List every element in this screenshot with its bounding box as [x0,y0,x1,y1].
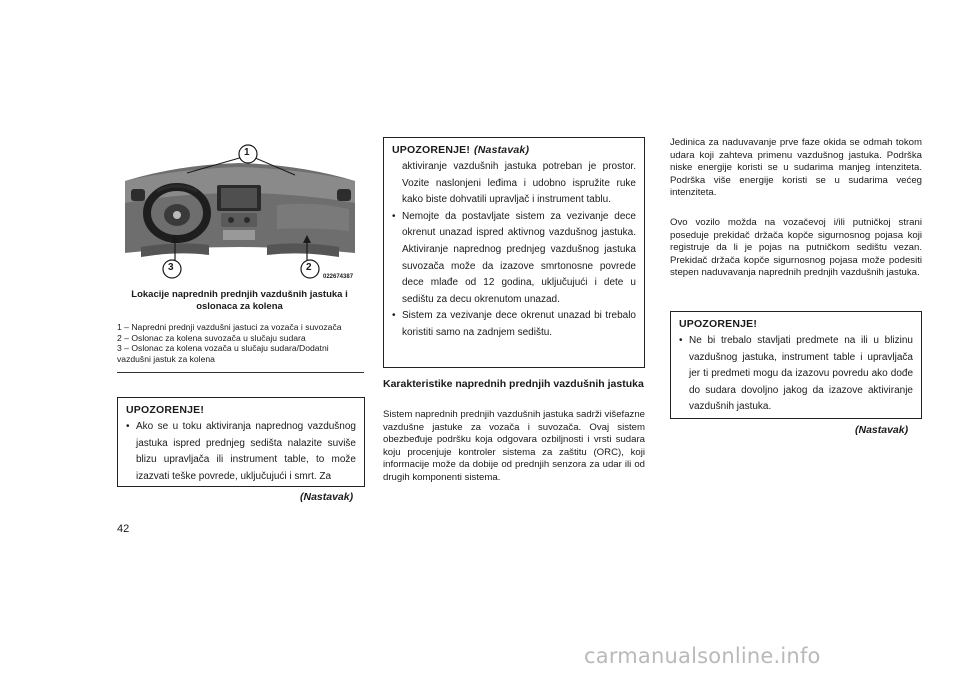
warning-box-2 [383,137,645,368]
warning-bullet [392,308,636,341]
warning-title-text: UPOZORENJE! [392,144,471,156]
warning-continuation: aktiviranje vazdušnih jastuka potreban je prostor. Vozite naslonjeni leđima i udobno ispružite ruke kako biste dohvatili upravljač i instrument tablu. [402,161,636,206]
callout-2: 2 [306,262,312,273]
legend-item: vazdušni jastuk za kolena [117,353,215,364]
warning-title-continued: (Nastavak) [474,144,530,156]
section-heading: Karakteristike naprednih prednjih vazdušnih jastuka [383,378,644,390]
warning-bullet [679,333,913,416]
watermark: carmanualsonline.info [584,644,821,668]
warning-text: Nemojte da postavljate sistem za vezivanje dece okrenut unazad ispred aktivnog vazdušnog jastuka. Aktiviranje naprednog prednjeg vazdušnog jastuka suvozača može da izazove smrtonosne povrede dece mlađe od 12 godina, uključujući i dete u sedištu za decu okrenutom unazad. [402,210,636,305]
warning-box-1 [117,397,365,487]
warning-text: Ako se u toku aktiviranja naprednog vazdušnog jastuka ispred prednjeg sedišta nalazite suviše blizu upravljača ili instrument table, to može izazvati teške povrede, uključujući i smrt. Za [136,421,356,482]
warning-title [392,144,636,156]
divider [117,372,364,373]
continued-label: (Nastavak) [300,491,354,503]
warning-text: Sistem za vezivanje dece okrenut unazad bi trebalo koristiti samo na zadnjem sedištu. [402,310,636,338]
paragraph: Ovo vozilo možda na vozačevoj i/ili putničkoj strani poseduje prekidač držača kopče sigurnosnog pojasa koji registruje da li je pojas na putničkom sedištu vezan. Prekidač držača kopče sigurnosnog pojasa može podesiti stepen naduvavanja naprednih prednjih vazdušnih jastuka. [670,217,922,279]
section-paragraph: Sistem naprednih prednjih vazdušnih jastuka sadrži višefazne vazdušne jastuke za vozača i suvozača. Ovaj sistem obezbeđuje podršku koja odgovara ozbiljnosti i vrsti sudara koju procenjuje kontroler sistema za zaštitu (ORC), koji informacije može da dobije od prednjih senzora za udar ili od drugih komponenti sistema. [383,409,645,483]
warning-text: Ne bi trebalo stavljati predmete na ili u blizinu vazdušnog jastuka, instrument table i upravljača jer ti predmeti mogu da izazovu povredu ako dođe do sudara dovoljno jakog da izazove aktiviranje vazdušnih jastuka. [689,335,913,413]
figure-caption: Lokacije naprednih prednjih vazdušnih jastuka i oslonaca za kolena [131,289,348,312]
page-number: 42 [117,523,130,535]
legend-item: 1 – Napredni prednji vazdušni jastuci za vozača i suvozača [117,322,342,332]
dashboard-figure [117,143,362,285]
warning-title: UPOZORENJE! [126,404,205,416]
figure-legend [117,322,367,364]
bullet-icon: • [392,310,396,322]
legend-item: 2 – Oslonac za kolena suvozača u slučaju sudara [117,332,306,343]
legend-item: 3 – Oslonac za kolena vozača u slučaju sudara/Dodatni [117,343,329,353]
figure-code: 022674387 [323,274,354,280]
bullet-icon: • [392,210,396,222]
warning-title: UPOZORENJE! [679,318,758,330]
bullet-icon: • [679,335,683,346]
dashboard-illustration [117,143,362,285]
callout-1: 1 [244,147,250,158]
warning-box-3 [670,311,922,419]
warning-bullet [126,419,356,485]
paragraph: Jedinica za naduvavanje prve faze okida se odmah tokom udara koji zahteva primenu vazdušnog jastuka. Podrška niske energije koristi se u sudarima manjeg intenziteta. Podrška više energije koristi se u sudarima većeg intenziteta. [670,137,922,199]
continued-label: (Nastavak) [855,424,909,436]
callout-3: 3 [168,262,174,273]
bullet-icon: • [126,421,130,432]
warning-bullet [392,209,636,309]
